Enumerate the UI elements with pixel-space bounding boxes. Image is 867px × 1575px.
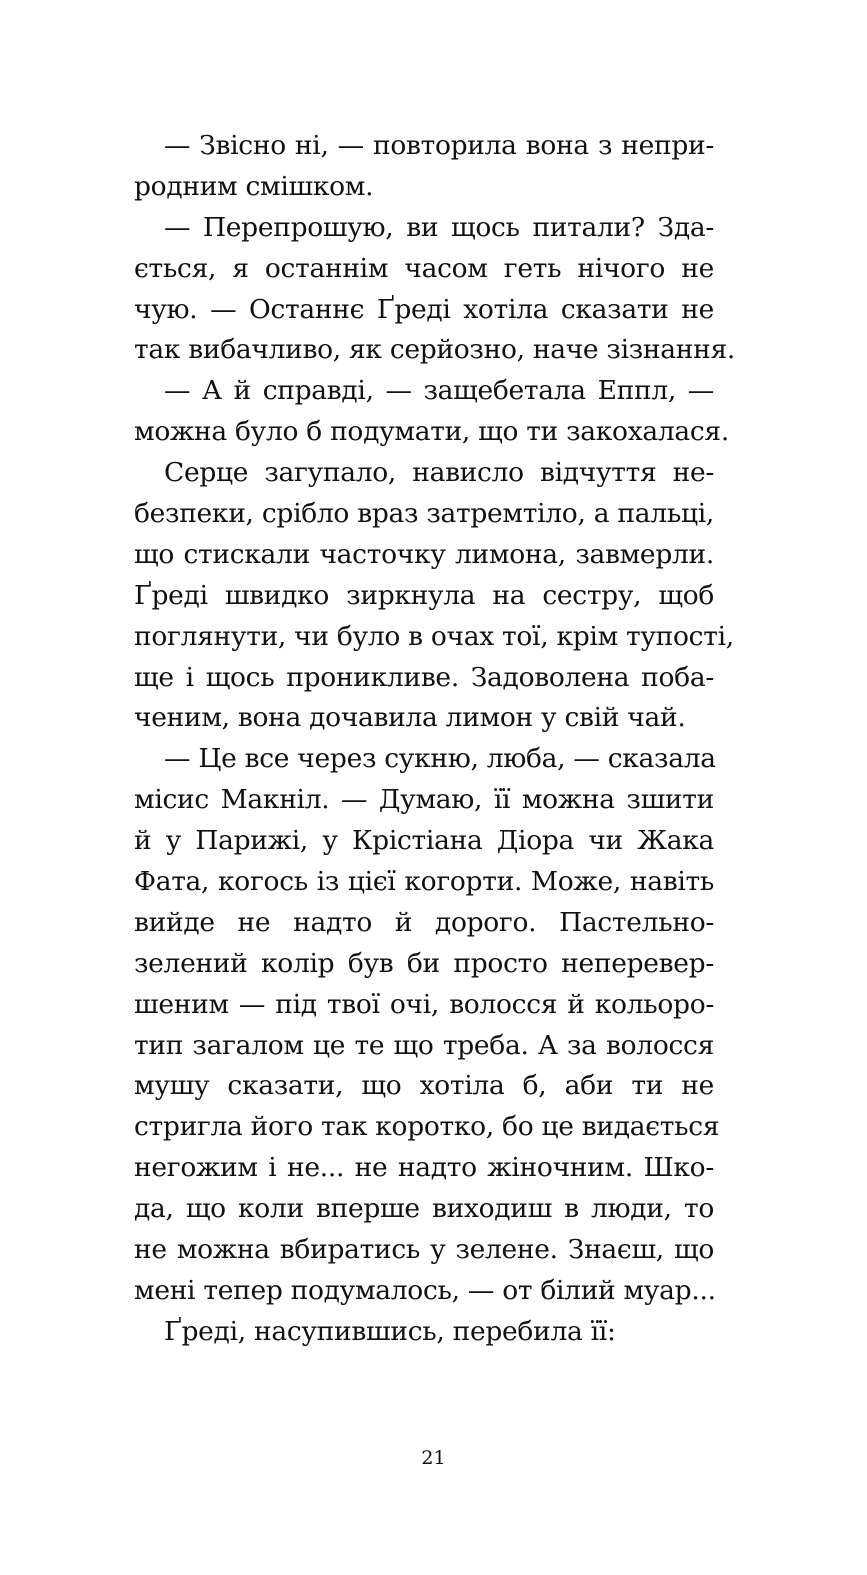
text-line: чую. — Останнє Ґреді хотіла сказати не [134,293,714,325]
text-line: не можна вбиратись у зелене. Знаєш, що [134,1234,714,1266]
text-line: родним смішком. [134,170,374,202]
text-line: ченим, вона дочавила лимон у свій чай. [134,702,686,734]
text-line: що стискали часточку лимона, завмерли. [134,538,714,570]
text-line: — Це все через сукню, люба, — сказала [164,743,716,775]
text-line: зелений колір був би просто неперевер- [134,947,714,979]
text-line: вийде не надто й дорого. Пастельно- [134,906,714,938]
text-line: — Перепрошую, ви щось питали? Зда- [164,211,714,243]
text-line: Ґреді, насупившись, перебила її: [164,1315,616,1347]
text-line: шеним — під твої очі, волосся й кольоро- [134,988,714,1020]
text-line: — А й справді, — защебетала Еппл, — [164,375,714,407]
text-line: й у Парижі, у Крістіана Діора чи Жака [134,825,714,857]
text-line: безпеки, срібло враз затремтіло, а пальці, [134,498,714,530]
text-line: Фата, когось із цієї когорти. Може, навіть [134,866,714,898]
text-line: стригла його так коротко, бо це видається [134,1111,720,1143]
text-line: мені тепер подумалось, — от білий муар... [134,1274,716,1306]
text-line: да, що коли вперше виходиш в люди, то [134,1193,714,1225]
text-line: — Звісно ні, — повторила вона з непри- [164,130,714,161]
text-line: мушу сказати, що хотіла б, аби ти не [134,1070,714,1102]
page-number: 21 [421,1447,446,1469]
text-line: ще і щось проникливе. Задоволена поба- [134,661,714,693]
text-line: ється, я останнім часом геть нічого не [134,252,714,284]
text-line: місис Макніл. — Думаю, її можна зшити [134,784,714,816]
text-line: так вибачливо, як серйозно, наче зізнання. [134,334,736,366]
text-line: тип загалом це те що треба. А за волосся [134,1029,714,1061]
text-line: поглянути, чи було в очах тої, крім тупості, [134,620,734,652]
body-text [134,126,736,1353]
text-line: негожим і не... не надто жіночним. Шко- [134,1152,714,1184]
text-line: можна було б подумати, що ти закохалася. [134,416,729,448]
text-line: Серце загупало, нависло відчуття не- [164,457,714,489]
text-line: Ґреді швидко зиркнула на сестру, щоб [134,579,714,611]
